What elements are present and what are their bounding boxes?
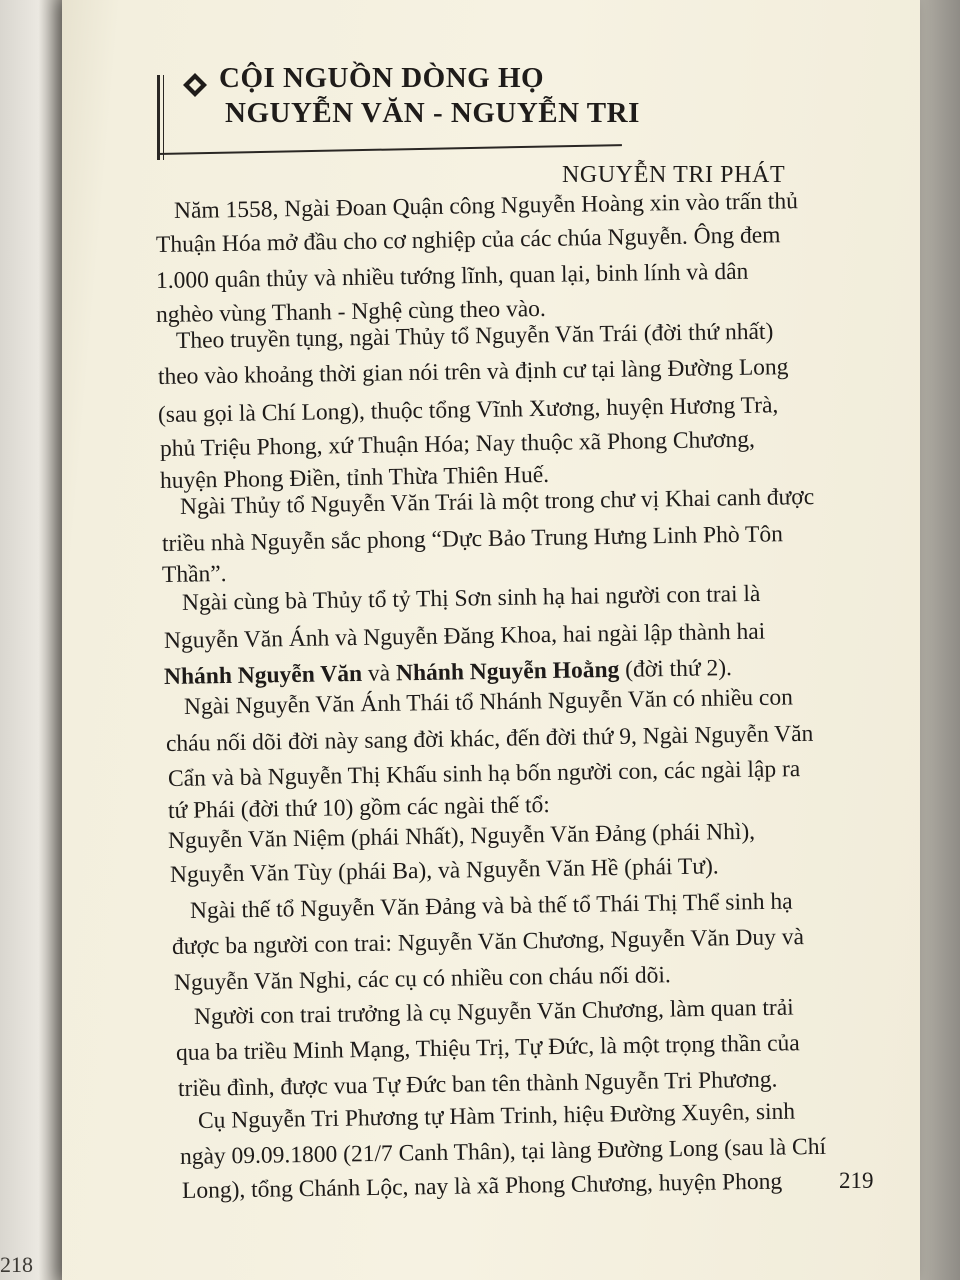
body-line: Cẩn và bà Nguyễn Thị Khấu sinh hạ bốn người con, các ngài lập ra [167, 756, 801, 792]
section-title-line-2: NGUYỄN VĂN - NGUYỄN TRI [225, 97, 640, 129]
diamond-bullet-icon [182, 72, 208, 98]
body-line: Nguyễn Văn Niệm (phái Nhất), Nguyễn Văn Đảng (phái Nhì), [167, 818, 756, 854]
author-name: NGUYỄN TRI PHÁT [562, 162, 786, 188]
book-page [62, 0, 920, 1280]
body-line: được ba người con trai: Nguyễn Văn Chương, Nguyễn Văn Duy và [171, 924, 805, 960]
body-line: cháu nối dõi đời này sang đời khác, đến đời thứ 9, Ngài Nguyễn Văn [165, 720, 814, 757]
body-line: tứ Phái (đời thứ 10) gồm các ngài thế tổ: [167, 792, 550, 824]
body-line: Cụ Nguyễn Tri Phương tự Hàm Trinh, hiệu Đường Xuyên, sinh [197, 1098, 796, 1134]
body-text-fragment: (đời thứ 2). [619, 655, 733, 683]
body-line: Nguyễn Văn Ánh và Nguyễn Đăng Khoa, hai ngài lập thành hai [163, 618, 766, 654]
header-underline [157, 144, 622, 155]
page-number: 219 [839, 1168, 874, 1193]
body-line-bold [164, 655, 732, 691]
bold-term: Nhánh Nguyễn Văn [163, 660, 363, 690]
body-line: Ngài cùng bà Thủy tổ tỷ Thị Sơn sinh hạ hai người con trai là [181, 580, 761, 616]
body-line: Ngài Nguyễn Văn Ánh Thái tổ Nhánh Nguyễn Văn có nhiều con [183, 684, 794, 720]
body-line: ngày 09.09.1800 (21/7 Canh Thân), tại làng Đường Long (sau là Chí [179, 1133, 827, 1170]
header-vertical-rule [157, 75, 160, 160]
body-line: Thuận Hóa mở đầu cho cơ nghiệp của các chúa Nguyễn. Ông đem [155, 222, 781, 258]
section-header [157, 60, 717, 160]
body-line: Ngài thế tổ Nguyễn Văn Đảng và bà thế tổ Thái Thị Thể sinh hạ [189, 888, 793, 924]
body-line: Năm 1558, Ngài Đoan Quận công Nguyễn Hoàng xin vào trấn thủ [173, 188, 799, 224]
section-title-line-1: CỘI NGUỒN DÒNG HỌ [219, 62, 545, 94]
body-line: Thần”. [161, 560, 227, 588]
body-line: 1.000 quân thủy và nhiều tướng lĩnh, quan lại, binh lính và dân [155, 258, 749, 294]
body-line: Nguyễn Văn Tùy (phái Ba), và Nguyễn Văn Hề (phái Tư). [169, 853, 719, 888]
header-vertical-rule-thin [163, 75, 164, 160]
previous-page-number: 218 [0, 1252, 33, 1277]
body-line: qua ba triều Minh Mạng, Thiệu Trị, Tự Đức, là một trọng thần của [175, 1030, 800, 1066]
body-line: Người con trai trưởng là cụ Nguyễn Văn Chương, làm quan trải [193, 994, 794, 1030]
body-text-fragment: và [361, 660, 397, 687]
body-line: nghèo vùng Thanh - Nghệ cùng theo vào. [155, 295, 546, 328]
body-line: phủ Triệu Phong, xứ Thuận Hóa; Nay thuộc xã Phong Chương, [159, 426, 756, 462]
body-line: theo vào khoảng thời gian nói trên và định cư tại làng Đường Long [157, 354, 789, 390]
bold-term: Nhánh Nguyễn Hoằng [395, 656, 620, 687]
body-line: (sau gọi là Chí Long), thuộc tổng Vĩnh Xương, huyện Hương Trà, [157, 392, 779, 428]
previous-page-edge [0, 0, 70, 1280]
body-line: Ngài Thủy tổ Nguyễn Văn Trái là một trong chư vị Khai canh được [179, 484, 815, 520]
body-line: huyện Phong Điền, tỉnh Thừa Thiên Huế. [159, 461, 550, 494]
body-line: triều đình, được vua Tự Đức ban tên thành Nguyễn Tri Phương. [177, 1066, 778, 1102]
body-line: Theo truyền tụng, ngài Thủy tổ Nguyễn Văn Trái (đời thứ nhất) [175, 318, 774, 354]
body-line: Nguyễn Văn Nghi, các cụ có nhiều con cháu nối dõi. [173, 962, 671, 996]
body-line: triều nhà Nguyễn sắc phong “Dực Bảo Trung Hưng Linh Phò Tôn [161, 521, 784, 557]
body-line: Long), tổng Chánh Lộc, nay là xã Phong Chương, huyện Phong [181, 1168, 783, 1204]
